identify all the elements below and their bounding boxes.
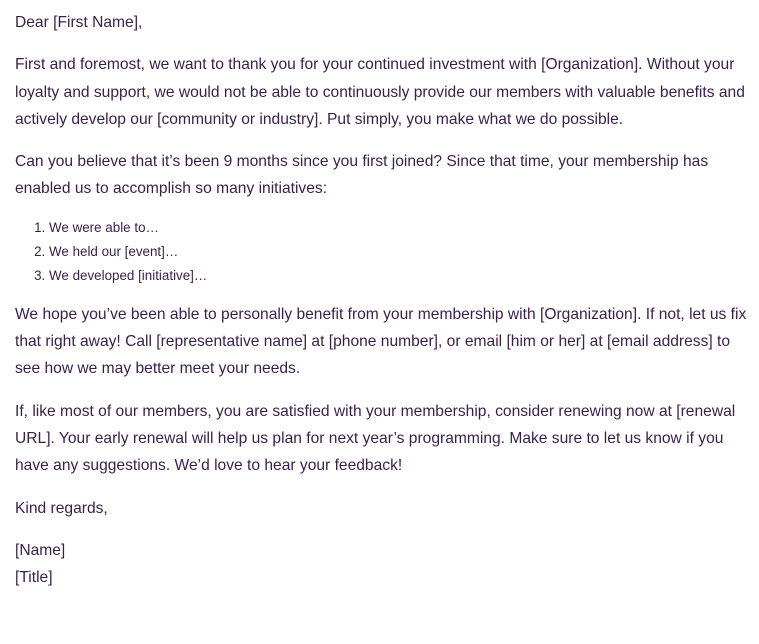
list-item: 1. We were able to… — [49, 216, 759, 240]
list-item: 2. We held our [event]… — [49, 240, 759, 264]
closing: Kind regards, — [15, 499, 108, 517]
signature-name: [Name] — [15, 541, 66, 559]
initiatives-list — [15, 216, 759, 288]
paragraph-thank-you: First and foremost, we want to thank you for your continued investment with [Organization]. Without your loyalty and support, we would not be able to continuously provide our members with valuable benefits and actively develop our [community or industry]. Put simply, you make what we do possible. — [15, 56, 745, 128]
list-item: 3. We developed [initiative]… — [49, 264, 759, 288]
signature-title: [Title] — [15, 568, 53, 586]
paragraph-benefit: We hope you’ve been able to personally benefit from your membership with [Organization]. If not, let us fix that right away! Call [representative name] at [phone number], or email [him or her] at [email address] to see how we may better meet your needs. — [15, 305, 747, 378]
paragraph-membership-duration: Can you believe that it’s been 9 months since you first joined? Since that time, your membership has enabled us to accomplish so many initiatives: — [15, 153, 709, 198]
paragraph-renewal: If, like most of our members, you are satisfied with your membership, consider renewing now at [renewal URL]. Your early renewal will help us plan for next year’s programming. Make sure to let us know if you have any suggestions. We’d love to hear your feedback! — [15, 402, 736, 475]
salutation: Dear [First Name], — [15, 14, 143, 31]
